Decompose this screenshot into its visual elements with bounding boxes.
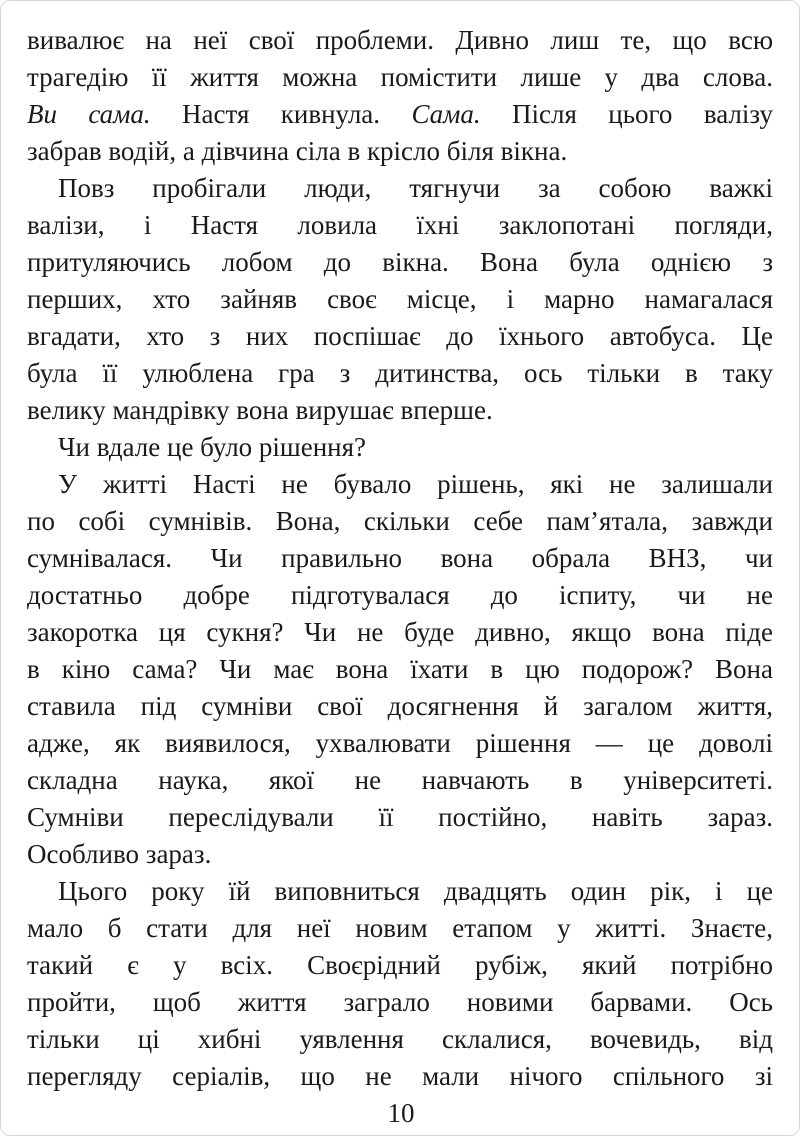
- text-line: [27, 836, 773, 873]
- text-line: [27, 984, 773, 1021]
- text-line: [27, 244, 773, 281]
- text-line: [27, 392, 773, 429]
- text-line: [27, 725, 773, 762]
- text-line: [27, 133, 773, 170]
- text-segment: ставила під сумніви свої досягнення й загалом життя,: [27, 691, 773, 721]
- text-line: [27, 466, 773, 503]
- text-segment: Ви сама.: [27, 99, 151, 129]
- text-line: [27, 1058, 773, 1095]
- text-segment: забрав водій, а дівчина сіла в крісло біля вікна.: [27, 136, 568, 166]
- text-segment: сумнівалася. Чи правильно вона обрала ВНЗ, чи: [27, 543, 773, 573]
- text-line: [27, 762, 773, 799]
- text-line: [27, 577, 773, 614]
- text-segment: була її улюблена гра з дитинства, ось тільки в таку: [27, 358, 773, 388]
- text-segment: перегляду серіалів, що не мали нічого спільного зі: [27, 1061, 773, 1091]
- text-segment: пройти, щоб життя заграло новими барвами. Ось: [27, 987, 773, 1017]
- text-line: [27, 688, 773, 725]
- text-line: [27, 207, 773, 244]
- text-segment: Повз пробігали люди, тягнучи за собою важкі: [58, 173, 773, 203]
- text-line: [27, 429, 773, 466]
- text-segment: вгадати, хто з них поспішає до їхнього автобуса. Це: [27, 321, 773, 351]
- text-segment: валізи, і Настя ловила їхні заклопотані погляди,: [27, 210, 773, 240]
- text-line: [27, 799, 773, 836]
- text-line: [27, 318, 773, 355]
- text-segment: перших, хто зайняв своє місце, і марно намагалася: [27, 284, 773, 314]
- text-line: [27, 947, 773, 984]
- text-line: [27, 22, 773, 59]
- text-segment: Особливо зараз.: [27, 839, 212, 869]
- text-line: [27, 96, 773, 133]
- text-segment: в кіно сама? Чи має вона їхати в цю подорож? Вона: [27, 654, 773, 684]
- text-segment: достатньо добре підготувалася до іспиту, чи не: [27, 580, 773, 610]
- text-segment: трагедію її життя можна помістити лише у два слова.: [27, 62, 773, 92]
- text-segment: закоротка ця сукня? Чи не буде дивно, якщо вона піде: [27, 617, 773, 647]
- text-line: [27, 651, 773, 688]
- text-segment: Сама.: [411, 99, 481, 129]
- text-block: [27, 22, 773, 1095]
- text-segment: Настя кивнула.: [150, 99, 412, 129]
- text-segment: адже, як виявилося, ухвалювати рішення — це доволі: [27, 728, 773, 758]
- text-segment: Після цього валізу: [480, 99, 774, 129]
- text-segment: Сумніви переслідували її постійно, навіть зараз.: [27, 802, 773, 832]
- page-number: 10: [387, 1098, 415, 1128]
- text-line: [27, 170, 773, 207]
- text-line: [27, 910, 773, 947]
- text-segment: такий є у всіх. Своєрідний рубіж, який потрібно: [27, 950, 773, 980]
- text-line: [27, 540, 773, 577]
- text-segment: складна наука, якої не навчають в університеті.: [27, 765, 773, 795]
- text-line: [27, 281, 773, 318]
- text-line: [27, 614, 773, 651]
- text-line: [27, 873, 773, 910]
- text-segment: У житті Насті не бувало рішень, які не залишали: [58, 469, 773, 499]
- text-segment: Цього року їй виповниться двадцять один рік, і це: [58, 876, 773, 906]
- text-segment: мало б стати для неї новим етапом у житті. Знаєте,: [27, 913, 773, 943]
- text-line: [27, 503, 773, 540]
- text-line: [27, 355, 773, 392]
- text-segment: по собі сумнівів. Вона, скільки себе пам’ятала, завжди: [27, 506, 773, 536]
- text-segment: вивалює на неї свої проблеми. Дивно лиш те, що всю: [27, 25, 773, 55]
- text-line: [27, 1021, 773, 1058]
- text-segment: Чи вдале це було рішення?: [58, 432, 366, 462]
- text-line: [27, 59, 773, 96]
- text-segment: тільки ці хибні уявлення склалися, вочевидь, від: [27, 1024, 773, 1054]
- text-segment: велику мандрівку вона вирушає вперше.: [27, 395, 493, 425]
- text-segment: притуляючись лобом до вікна. Вона була однією з: [27, 247, 773, 277]
